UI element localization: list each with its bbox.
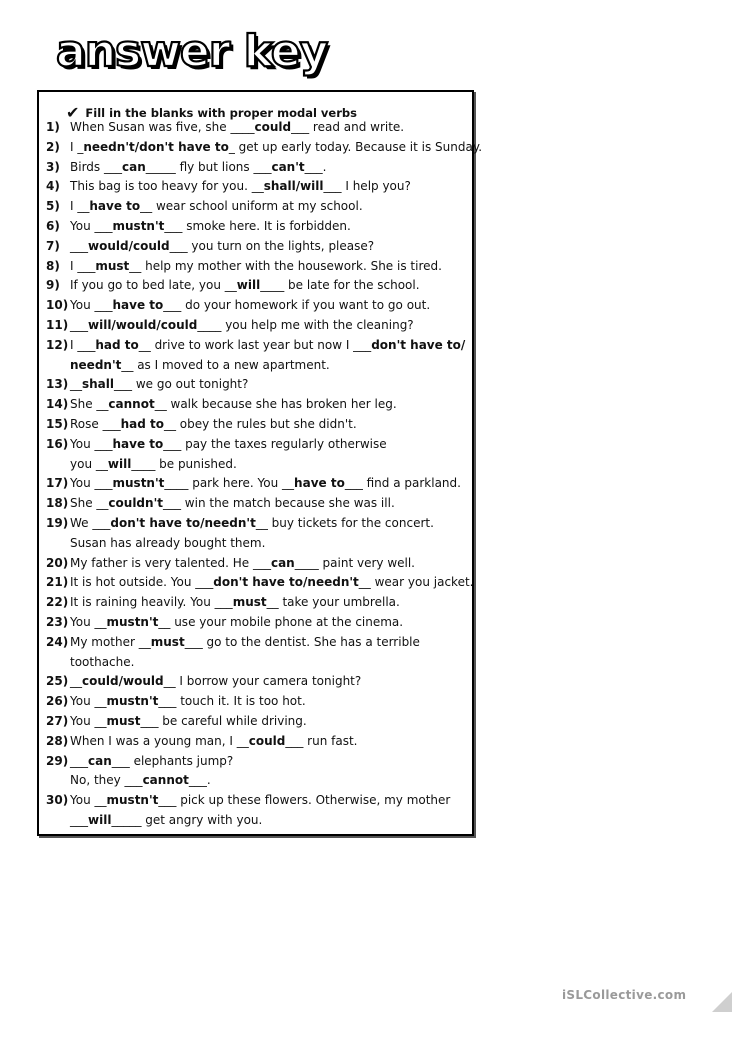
sentence-text: ___ we go out tonight?: [114, 377, 249, 392]
answer-text: needn't/don't have to: [83, 139, 229, 154]
list-item: [46, 436, 387, 452]
sentence-text: You __: [70, 793, 107, 808]
answer-text: can: [121, 159, 146, 174]
sentence-text: ___: [70, 238, 88, 253]
item-number: 6): [46, 219, 60, 233]
checkmark-icon: ✔: [66, 103, 80, 122]
sentence-text: ____ you help me with the cleaning?: [197, 318, 414, 332]
sentence-text: ___ do your homework if you want to go out.: [163, 298, 431, 313]
answer-text: mustn't: [106, 793, 159, 808]
list-item: [46, 495, 395, 511]
sentence-text: I ___: [70, 258, 96, 273]
sentence-text: ___ touch it. It is too hot.: [158, 694, 306, 709]
sentence-text: __ I borrow your camera tonight?: [163, 674, 362, 689]
answer-text: cannot: [108, 397, 155, 412]
answer-text: will: [107, 456, 132, 471]
sentence-text: ____ be punished.: [131, 456, 237, 471]
sentence-text: __ take your umbrella.: [266, 595, 400, 610]
answer-text: could: [248, 733, 286, 748]
answer-text: had to: [120, 417, 164, 431]
sentence-text: You ___: [70, 298, 113, 313]
answer-text: can: [88, 753, 112, 768]
sentence-text: We ___: [70, 516, 111, 530]
sentence-text: ___ smoke here. It is forbidden.: [164, 219, 351, 233]
list-item: [46, 317, 414, 333]
sentence-text: __: [70, 674, 82, 689]
sentence-text: ___ be careful while driving.: [140, 714, 307, 728]
list-item: [46, 555, 415, 571]
sentence-text: __ walk because she has broken her leg.: [154, 397, 397, 412]
answer-text: must: [95, 258, 130, 273]
answer-text: have to: [112, 298, 164, 313]
item-number: 9): [46, 278, 60, 293]
answer-text: shall: [82, 377, 115, 392]
answer-text: have to: [294, 476, 345, 491]
sentence-text: _____ get angry with you.: [111, 813, 263, 827]
item-number: 1): [46, 120, 60, 134]
list-item-continuation: [70, 456, 237, 472]
sentence-text: __ use your mobile phone at the cinema.: [158, 615, 404, 629]
sentence-text: ___.: [188, 773, 211, 788]
list-item: [46, 753, 233, 769]
sentence-text: I __: [70, 199, 90, 214]
item-number: 25): [46, 674, 69, 689]
item-number: 16): [46, 436, 69, 451]
item-number: 10): [46, 298, 69, 313]
list-item: [46, 238, 374, 254]
sentence-text: I _: [70, 139, 84, 154]
list-item: [46, 297, 430, 313]
sentence-text: ____ paint very well.: [294, 555, 415, 570]
item-number: 12): [46, 337, 69, 352]
sentence-text: ___.: [304, 159, 327, 174]
sentence-text: ___ find a parkland.: [344, 476, 461, 491]
answer-text: don't have to/: [371, 337, 466, 352]
list-item: [46, 337, 465, 353]
item-number: 26): [46, 694, 69, 709]
list-item: [46, 396, 397, 412]
sentence-text: ___ win the match because she was ill.: [162, 496, 395, 511]
sentence-text: ___ go to the dentist. She has a terrible: [184, 634, 420, 649]
list-item-continuation: [70, 535, 265, 551]
sentence-text: Rose ___: [70, 417, 121, 431]
sentence-text: When I was a young man, I __: [70, 733, 249, 748]
answer-text: can: [270, 555, 295, 570]
sentence-text: ___ you turn on the lights, please?: [169, 238, 375, 253]
item-number: 30): [46, 793, 69, 808]
answer-text: could: [254, 120, 292, 134]
sentence-text: ____ park here. You __: [164, 476, 295, 491]
answer-text: needn't: [70, 357, 122, 372]
list-item: [46, 159, 326, 175]
sentence-text: __ wear school uniform at my school.: [140, 199, 363, 214]
sentence-text: You ___: [70, 219, 113, 233]
list-item: [46, 515, 434, 531]
sentence-text: You ___: [70, 476, 113, 491]
sentence-text: __ obey the rules but she didn't.: [163, 417, 357, 431]
item-number: 29): [46, 753, 69, 768]
answer-text: had to: [95, 337, 139, 352]
list-item: [46, 733, 357, 749]
sentence-text: Birds ___: [70, 159, 122, 174]
list-item: [46, 673, 361, 689]
sentence-text: __ as I moved to a new apartment.: [121, 357, 330, 372]
answer-text: would/could: [88, 238, 170, 253]
sentence-text: This bag is too heavy for you. __: [70, 179, 264, 194]
sentence-text: It is hot outside. You ___: [70, 575, 214, 590]
answer-text: mustn't: [112, 219, 165, 233]
sentence-text: It is raining heavily. You ___: [70, 595, 233, 610]
list-item-continuation: [70, 812, 262, 828]
sentence-text: If you go to bed late, you __: [70, 278, 237, 293]
sentence-text: You __: [70, 714, 107, 728]
list-item: [46, 574, 473, 590]
list-item: [46, 475, 461, 491]
sentence-text: _____ fly but lions ___: [145, 159, 272, 174]
watermark: iSLCollective.com: [562, 988, 687, 1002]
list-item-continuation: [70, 772, 211, 788]
sentence-text: ___ pick up these flowers. Otherwise, my mother: [158, 793, 451, 808]
sentence-text: I ___: [70, 337, 96, 352]
sentence-text: ___ elephants jump?: [111, 753, 234, 768]
sentence-text: No, they ___: [70, 773, 143, 788]
item-number: 7): [46, 238, 60, 253]
sentence-text: My mother __: [70, 634, 151, 649]
list-item: [46, 376, 248, 392]
item-number: 28): [46, 733, 69, 748]
item-number: 18): [46, 496, 69, 511]
sentence-text: _ get up early today. Because it is Sunday.: [228, 139, 483, 154]
sentence-text: She __: [70, 496, 109, 511]
sentence-text: She __: [70, 397, 109, 412]
sentence-text: ___ run fast.: [285, 733, 358, 748]
sentence-text: ___ read and write.: [291, 120, 405, 134]
sentence-text: toothache.: [70, 654, 135, 669]
sentence-text: __ buy tickets for the concert.: [255, 516, 434, 530]
item-number: 22): [46, 595, 69, 610]
list-item: [46, 594, 400, 610]
item-number: 20): [46, 555, 69, 570]
sentence-text: __ help my mother with the housework. She is tired.: [129, 258, 442, 273]
list-item: [46, 119, 404, 135]
list-item: [46, 614, 403, 630]
item-number: 14): [46, 397, 69, 412]
sentence-text: __: [70, 377, 82, 392]
list-item-continuation: [70, 654, 134, 670]
sentence-text: you __: [70, 456, 108, 471]
answer-text: have to: [112, 436, 164, 451]
sentence-text: You __: [70, 615, 107, 629]
sentence-text: __ drive to work last year but now I ___: [138, 337, 372, 352]
answer-text: shall/will: [263, 179, 324, 194]
answer-text: mustn't: [106, 615, 159, 629]
item-number: 2): [46, 139, 60, 154]
page-corner-icon: [712, 992, 732, 1012]
item-number: 17): [46, 476, 69, 491]
item-number: 15): [46, 417, 69, 431]
item-number: 13): [46, 377, 69, 392]
sentence-text: ___: [70, 753, 88, 768]
item-number: 21): [46, 575, 69, 590]
answer-text: will: [88, 813, 112, 827]
list-item: [46, 277, 420, 293]
instruction-text: Fill in the blanks with proper modal verbs: [85, 106, 357, 120]
sentence-text: ___: [70, 318, 88, 332]
item-number: 27): [46, 714, 69, 728]
page-title: answer key: [56, 26, 328, 77]
answer-text: will/would/could: [88, 318, 198, 332]
list-item: [46, 218, 351, 234]
sentence-text: ___ pay the taxes regularly otherwise: [163, 436, 387, 451]
list-item: [46, 634, 420, 650]
list-item: [46, 198, 363, 214]
sentence-text: You __: [70, 694, 107, 709]
item-number: 19): [46, 516, 69, 530]
answer-text: mustn't: [112, 476, 165, 491]
item-number: 5): [46, 199, 60, 214]
sentence-text: ____ be late for the school.: [260, 278, 420, 293]
item-number: 3): [46, 159, 60, 174]
sentence-text: You ___: [70, 436, 113, 451]
sentence-text: ___: [70, 813, 88, 827]
answer-text: could/would: [82, 674, 164, 689]
answer-text: can't: [271, 159, 305, 174]
item-number: 4): [46, 179, 60, 194]
item-number: 24): [46, 634, 69, 649]
list-item: [46, 693, 306, 709]
answer-text: will: [236, 278, 261, 293]
item-number: 11): [46, 318, 69, 332]
list-item: [46, 139, 482, 155]
list-item: [46, 713, 307, 729]
answer-text: must: [106, 714, 141, 728]
sentence-text: __ wear you jacket.: [358, 575, 474, 590]
list-item: [46, 258, 442, 274]
answer-text: couldn't: [108, 496, 163, 511]
answer-text: must: [150, 634, 185, 649]
sentence-text: Susan has already bought them.: [70, 535, 266, 550]
answer-text: cannot: [142, 773, 189, 788]
answer-text: don't have to/needn't: [110, 516, 256, 530]
sentence-text: ___ I help you?: [323, 179, 411, 194]
answer-text: have to: [89, 199, 141, 214]
item-number: 23): [46, 615, 69, 629]
sentence-text: When Susan was five, she ____: [70, 120, 255, 134]
answer-text: must: [232, 595, 267, 610]
answer-text: don't have to/needn't: [213, 575, 359, 590]
sentence-text: My father is very talented. He ___: [70, 555, 271, 570]
list-item: [46, 416, 357, 432]
list-item-continuation: [70, 357, 330, 373]
answer-text: mustn't: [106, 694, 159, 709]
list-item: [46, 792, 450, 808]
item-number: 8): [46, 258, 60, 273]
list-item: [46, 178, 411, 194]
